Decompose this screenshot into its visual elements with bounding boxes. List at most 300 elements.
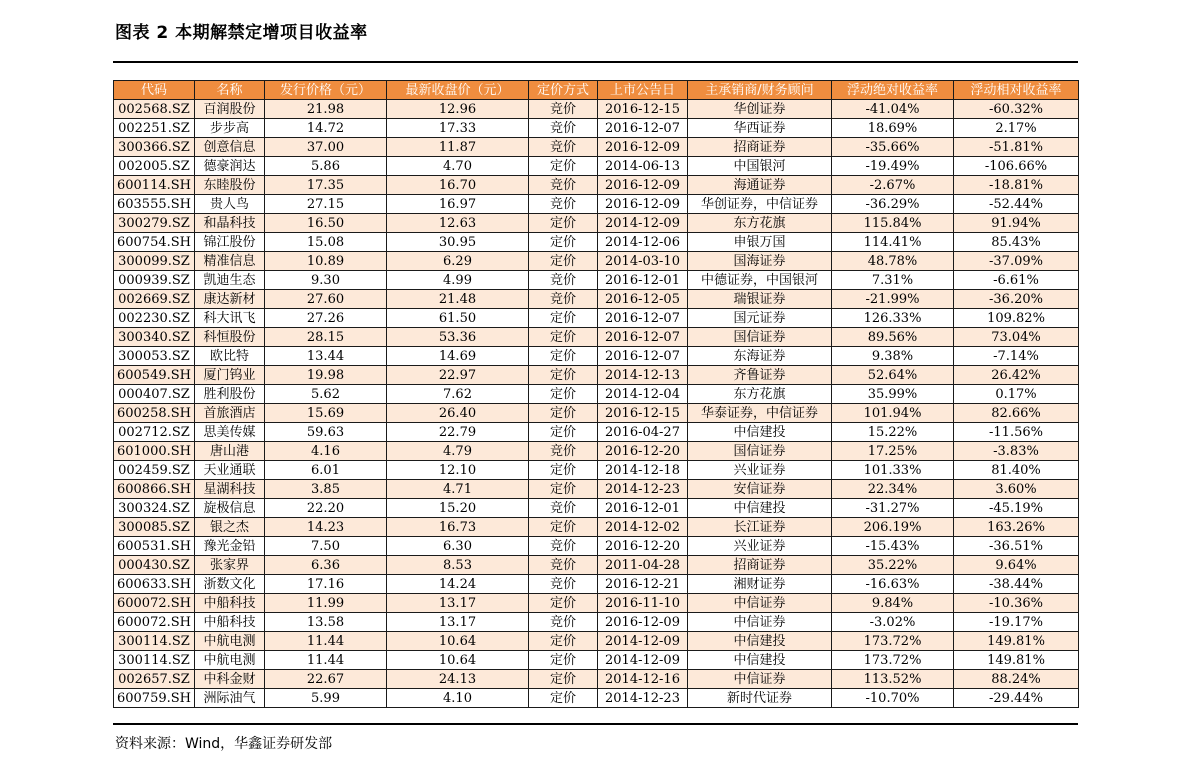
table-row [114, 480, 1079, 499]
cell-underwriter: 兴业证券 [688, 537, 832, 556]
cell-name: 锦江股份 [195, 233, 265, 252]
cell-pricing-method: 定价 [529, 689, 598, 708]
cell-name: 豫光金铅 [195, 537, 265, 556]
cell-listing-date: 2014-12-23 [598, 480, 688, 499]
header-latest-close: 最新收盘价（元） [387, 81, 529, 100]
cell-relative-return: -51.81% [954, 138, 1079, 157]
cell-listing-date: 2016-12-07 [598, 347, 688, 366]
table-row [114, 651, 1079, 670]
header-absolute-return: 浮动绝对收益率 [832, 81, 954, 100]
cell-issue-price: 27.60 [265, 290, 387, 309]
cell-latest-close: 30.95 [387, 233, 529, 252]
cell-latest-close: 4.71 [387, 480, 529, 499]
cell-absolute-return: -16.63% [832, 575, 954, 594]
table-row [114, 138, 1079, 157]
cell-listing-date: 2016-12-05 [598, 290, 688, 309]
cell-issue-price: 16.50 [265, 214, 387, 233]
cell-code: 600531.SH [114, 537, 195, 556]
cell-name: 欧比特 [195, 347, 265, 366]
cell-underwriter: 东方花旗 [688, 385, 832, 404]
placement-returns-table [113, 80, 1079, 708]
cell-code: 300340.SZ [114, 328, 195, 347]
table-row [114, 613, 1079, 632]
table-row [114, 442, 1079, 461]
cell-name: 和晶科技 [195, 214, 265, 233]
cell-absolute-return: 17.25% [832, 442, 954, 461]
table-row [114, 290, 1079, 309]
cell-name: 银之杰 [195, 518, 265, 537]
cell-underwriter: 湘财证券 [688, 575, 832, 594]
cell-code: 601000.SH [114, 442, 195, 461]
cell-latest-close: 16.70 [387, 176, 529, 195]
cell-absolute-return: 89.56% [832, 328, 954, 347]
cell-underwriter: 华创证券 [688, 100, 832, 119]
cell-pricing-method: 定价 [529, 423, 598, 442]
cell-issue-price: 19.98 [265, 366, 387, 385]
cell-relative-return: 109.82% [954, 309, 1079, 328]
cell-relative-return: 88.24% [954, 670, 1079, 689]
cell-issue-price: 27.26 [265, 309, 387, 328]
cell-listing-date: 2016-12-09 [598, 195, 688, 214]
cell-issue-price: 17.35 [265, 176, 387, 195]
bottom-rule [113, 723, 1078, 725]
table-header-row [114, 81, 1079, 100]
table-row [114, 556, 1079, 575]
cell-underwriter: 兴业证券 [688, 461, 832, 480]
cell-underwriter: 中德证券，中国银河 [688, 271, 832, 290]
cell-name: 首旅酒店 [195, 404, 265, 423]
cell-listing-date: 2014-12-06 [598, 233, 688, 252]
cell-relative-return: -7.14% [954, 347, 1079, 366]
table-row [114, 214, 1079, 233]
cell-absolute-return: 52.64% [832, 366, 954, 385]
cell-relative-return: -36.20% [954, 290, 1079, 309]
cell-pricing-method: 竞价 [529, 537, 598, 556]
cell-code: 002669.SZ [114, 290, 195, 309]
cell-pricing-method: 竞价 [529, 176, 598, 195]
cell-name: 康达新材 [195, 290, 265, 309]
cell-relative-return: -29.44% [954, 689, 1079, 708]
cell-pricing-method: 定价 [529, 309, 598, 328]
cell-relative-return: -37.09% [954, 252, 1079, 271]
cell-listing-date: 2016-12-01 [598, 499, 688, 518]
cell-listing-date: 2016-12-07 [598, 328, 688, 347]
cell-underwriter: 国元证券 [688, 309, 832, 328]
cell-issue-price: 28.15 [265, 328, 387, 347]
cell-name: 洲际油气 [195, 689, 265, 708]
cell-code: 300324.SZ [114, 499, 195, 518]
cell-underwriter: 中信建投 [688, 499, 832, 518]
cell-name: 科大讯飞 [195, 309, 265, 328]
cell-underwriter: 国海证券 [688, 252, 832, 271]
cell-pricing-method: 竞价 [529, 100, 598, 119]
cell-listing-date: 2016-12-15 [598, 404, 688, 423]
cell-issue-price: 37.00 [265, 138, 387, 157]
cell-issue-price: 9.30 [265, 271, 387, 290]
cell-pricing-method: 竞价 [529, 442, 598, 461]
cell-code: 600633.SH [114, 575, 195, 594]
cell-latest-close: 16.73 [387, 518, 529, 537]
table-row [114, 499, 1079, 518]
cell-underwriter: 中信证券 [688, 594, 832, 613]
cell-relative-return: 163.26% [954, 518, 1079, 537]
cell-absolute-return: 15.22% [832, 423, 954, 442]
cell-pricing-method: 定价 [529, 670, 598, 689]
cell-latest-close: 12.96 [387, 100, 529, 119]
table-row [114, 594, 1079, 613]
cell-name: 精准信息 [195, 252, 265, 271]
cell-relative-return: 85.43% [954, 233, 1079, 252]
table-row [114, 385, 1079, 404]
cell-code: 300053.SZ [114, 347, 195, 366]
cell-listing-date: 2014-12-13 [598, 366, 688, 385]
cell-latest-close: 4.99 [387, 271, 529, 290]
cell-issue-price: 22.20 [265, 499, 387, 518]
cell-name: 中船科技 [195, 594, 265, 613]
cell-underwriter: 海通证券 [688, 176, 832, 195]
cell-listing-date: 2016-12-21 [598, 575, 688, 594]
cell-listing-date: 2014-12-09 [598, 651, 688, 670]
cell-pricing-method: 定价 [529, 328, 598, 347]
cell-absolute-return: -36.29% [832, 195, 954, 214]
table-row [114, 423, 1079, 442]
cell-name: 星湖科技 [195, 480, 265, 499]
cell-relative-return: 73.04% [954, 328, 1079, 347]
cell-code: 600072.SH [114, 594, 195, 613]
cell-relative-return: -60.32% [954, 100, 1079, 119]
cell-latest-close: 21.48 [387, 290, 529, 309]
cell-listing-date: 2014-12-02 [598, 518, 688, 537]
cell-issue-price: 5.86 [265, 157, 387, 176]
cell-latest-close: 22.79 [387, 423, 529, 442]
cell-absolute-return: -21.99% [832, 290, 954, 309]
cell-issue-price: 22.67 [265, 670, 387, 689]
header-relative-return: 浮动相对收益率 [954, 81, 1079, 100]
cell-absolute-return: 9.38% [832, 347, 954, 366]
cell-latest-close: 11.87 [387, 138, 529, 157]
header-code: 代码 [114, 81, 195, 100]
header-pricing-method: 定价方式 [529, 81, 598, 100]
cell-issue-price: 6.01 [265, 461, 387, 480]
cell-code: 300279.SZ [114, 214, 195, 233]
cell-listing-date: 2016-12-01 [598, 271, 688, 290]
cell-code: 603555.SH [114, 195, 195, 214]
cell-listing-date: 2016-12-20 [598, 537, 688, 556]
cell-latest-close: 13.17 [387, 613, 529, 632]
cell-code: 600866.SH [114, 480, 195, 499]
cell-absolute-return: 22.34% [832, 480, 954, 499]
cell-issue-price: 13.58 [265, 613, 387, 632]
cell-latest-close: 14.69 [387, 347, 529, 366]
cell-absolute-return: 173.72% [832, 632, 954, 651]
cell-name: 浙数文化 [195, 575, 265, 594]
cell-absolute-return: 48.78% [832, 252, 954, 271]
cell-underwriter: 长江证券 [688, 518, 832, 537]
cell-pricing-method: 定价 [529, 214, 598, 233]
cell-underwriter: 华泰证券，中信证券 [688, 404, 832, 423]
cell-pricing-method: 定价 [529, 404, 598, 423]
cell-listing-date: 2014-03-10 [598, 252, 688, 271]
cell-name: 思美传媒 [195, 423, 265, 442]
cell-underwriter: 申银万国 [688, 233, 832, 252]
cell-issue-price: 27.15 [265, 195, 387, 214]
table-row [114, 328, 1079, 347]
cell-code: 002568.SZ [114, 100, 195, 119]
cell-relative-return: 0.17% [954, 385, 1079, 404]
cell-underwriter: 中信建投 [688, 651, 832, 670]
cell-listing-date: 2014-12-18 [598, 461, 688, 480]
cell-latest-close: 6.30 [387, 537, 529, 556]
cell-relative-return: 9.64% [954, 556, 1079, 575]
cell-underwriter: 中信建投 [688, 423, 832, 442]
cell-underwriter: 国信证券 [688, 442, 832, 461]
table-row [114, 271, 1079, 290]
table-row [114, 404, 1079, 423]
cell-issue-price: 21.98 [265, 100, 387, 119]
cell-latest-close: 4.10 [387, 689, 529, 708]
cell-listing-date: 2014-12-09 [598, 214, 688, 233]
cell-latest-close: 61.50 [387, 309, 529, 328]
cell-listing-date: 2014-12-16 [598, 670, 688, 689]
cell-listing-date: 2016-11-10 [598, 594, 688, 613]
cell-issue-price: 14.23 [265, 518, 387, 537]
cell-name: 中科金财 [195, 670, 265, 689]
cell-listing-date: 2014-12-09 [598, 632, 688, 651]
cell-underwriter: 中信证券 [688, 670, 832, 689]
table-row [114, 347, 1079, 366]
cell-code: 600754.SH [114, 233, 195, 252]
cell-name: 步步高 [195, 119, 265, 138]
cell-underwriter: 华创证券，中信证券 [688, 195, 832, 214]
table-row [114, 670, 1079, 689]
cell-name: 唐山港 [195, 442, 265, 461]
cell-code: 600549.SH [114, 366, 195, 385]
cell-absolute-return: 101.33% [832, 461, 954, 480]
cell-issue-price: 6.36 [265, 556, 387, 575]
cell-issue-price: 3.85 [265, 480, 387, 499]
cell-code: 002230.SZ [114, 309, 195, 328]
cell-pricing-method: 竞价 [529, 499, 598, 518]
cell-name: 厦门钨业 [195, 366, 265, 385]
cell-code: 300366.SZ [114, 138, 195, 157]
cell-underwriter: 招商证券 [688, 556, 832, 575]
cell-absolute-return: 206.19% [832, 518, 954, 537]
cell-code: 002251.SZ [114, 119, 195, 138]
cell-underwriter: 东方花旗 [688, 214, 832, 233]
table-row [114, 195, 1079, 214]
cell-relative-return: 81.40% [954, 461, 1079, 480]
cell-issue-price: 5.99 [265, 689, 387, 708]
header-name: 名称 [195, 81, 265, 100]
source-note: 资料来源：Wind，华鑫证券研发部 [115, 736, 333, 752]
cell-pricing-method: 定价 [529, 347, 598, 366]
cell-relative-return: 3.60% [954, 480, 1079, 499]
top-rule [113, 61, 1078, 63]
cell-name: 胜利股份 [195, 385, 265, 404]
cell-absolute-return: 173.72% [832, 651, 954, 670]
cell-listing-date: 2016-12-07 [598, 119, 688, 138]
cell-absolute-return: 126.33% [832, 309, 954, 328]
cell-issue-price: 4.16 [265, 442, 387, 461]
cell-relative-return: 2.17% [954, 119, 1079, 138]
cell-relative-return: -6.61% [954, 271, 1079, 290]
cell-absolute-return: -35.66% [832, 138, 954, 157]
cell-relative-return: -45.19% [954, 499, 1079, 518]
cell-listing-date: 2014-06-13 [598, 157, 688, 176]
table-row [114, 252, 1079, 271]
cell-latest-close: 53.36 [387, 328, 529, 347]
cell-latest-close: 6.29 [387, 252, 529, 271]
cell-absolute-return: 114.41% [832, 233, 954, 252]
cell-underwriter: 华西证券 [688, 119, 832, 138]
table-row [114, 233, 1079, 252]
cell-absolute-return: -2.67% [832, 176, 954, 195]
cell-relative-return: -19.17% [954, 613, 1079, 632]
table-row [114, 100, 1079, 119]
cell-listing-date: 2016-12-09 [598, 138, 688, 157]
cell-absolute-return: -31.27% [832, 499, 954, 518]
cell-code: 000939.SZ [114, 271, 195, 290]
cell-absolute-return: 101.94% [832, 404, 954, 423]
cell-relative-return: -11.56% [954, 423, 1079, 442]
cell-latest-close: 17.33 [387, 119, 529, 138]
table-row [114, 176, 1079, 195]
cell-underwriter: 新时代证券 [688, 689, 832, 708]
cell-latest-close: 12.63 [387, 214, 529, 233]
cell-code: 300114.SZ [114, 632, 195, 651]
cell-underwriter: 中国银河 [688, 157, 832, 176]
cell-underwriter: 安信证券 [688, 480, 832, 499]
cell-code: 300099.SZ [114, 252, 195, 271]
cell-pricing-method: 定价 [529, 385, 598, 404]
table-body [114, 100, 1079, 708]
cell-code: 600258.SH [114, 404, 195, 423]
cell-pricing-method: 竞价 [529, 119, 598, 138]
cell-absolute-return: -41.04% [832, 100, 954, 119]
cell-absolute-return: 9.84% [832, 594, 954, 613]
table-row [114, 689, 1079, 708]
cell-name: 东睦股份 [195, 176, 265, 195]
cell-name: 天业通联 [195, 461, 265, 480]
cell-underwriter: 国信证券 [688, 328, 832, 347]
table-row [114, 366, 1079, 385]
cell-absolute-return: -15.43% [832, 537, 954, 556]
cell-name: 旋极信息 [195, 499, 265, 518]
cell-pricing-method: 竞价 [529, 613, 598, 632]
cell-pricing-method: 竞价 [529, 195, 598, 214]
cell-latest-close: 10.64 [387, 632, 529, 651]
cell-absolute-return: -3.02% [832, 613, 954, 632]
cell-issue-price: 15.08 [265, 233, 387, 252]
cell-pricing-method: 定价 [529, 480, 598, 499]
cell-code: 300114.SZ [114, 651, 195, 670]
cell-code: 002657.SZ [114, 670, 195, 689]
cell-absolute-return: 113.52% [832, 670, 954, 689]
cell-latest-close: 22.97 [387, 366, 529, 385]
cell-underwriter: 齐鲁证券 [688, 366, 832, 385]
table-row [114, 537, 1079, 556]
cell-latest-close: 14.24 [387, 575, 529, 594]
cell-issue-price: 14.72 [265, 119, 387, 138]
cell-absolute-return: -19.49% [832, 157, 954, 176]
cell-pricing-method: 定价 [529, 632, 598, 651]
cell-absolute-return: -10.70% [832, 689, 954, 708]
cell-code: 600759.SH [114, 689, 195, 708]
cell-issue-price: 5.62 [265, 385, 387, 404]
cell-name: 科恒股份 [195, 328, 265, 347]
cell-latest-close: 4.79 [387, 442, 529, 461]
cell-pricing-method: 竞价 [529, 575, 598, 594]
cell-underwriter: 中信证券 [688, 613, 832, 632]
cell-issue-price: 59.63 [265, 423, 387, 442]
cell-pricing-method: 定价 [529, 461, 598, 480]
cell-latest-close: 24.13 [387, 670, 529, 689]
cell-listing-date: 2016-12-15 [598, 100, 688, 119]
cell-name: 张家界 [195, 556, 265, 575]
cell-listing-date: 2011-04-28 [598, 556, 688, 575]
cell-relative-return: 149.81% [954, 632, 1079, 651]
cell-latest-close: 7.62 [387, 385, 529, 404]
cell-underwriter: 招商证券 [688, 138, 832, 157]
cell-pricing-method: 竞价 [529, 138, 598, 157]
cell-code: 002712.SZ [114, 423, 195, 442]
cell-pricing-method: 定价 [529, 157, 598, 176]
cell-relative-return: -10.36% [954, 594, 1079, 613]
header-listing-date: 上市公告日 [598, 81, 688, 100]
cell-issue-price: 11.44 [265, 632, 387, 651]
cell-latest-close: 8.53 [387, 556, 529, 575]
table-row [114, 119, 1079, 138]
cell-name: 创意信息 [195, 138, 265, 157]
cell-absolute-return: 35.99% [832, 385, 954, 404]
table-row [114, 518, 1079, 537]
cell-latest-close: 10.64 [387, 651, 529, 670]
cell-name: 德豪润达 [195, 157, 265, 176]
cell-latest-close: 16.97 [387, 195, 529, 214]
table-row [114, 461, 1079, 480]
cell-latest-close: 15.20 [387, 499, 529, 518]
cell-code: 600072.SH [114, 613, 195, 632]
cell-absolute-return: 18.69% [832, 119, 954, 138]
cell-absolute-return: 115.84% [832, 214, 954, 233]
cell-latest-close: 13.17 [387, 594, 529, 613]
cell-code: 600114.SH [114, 176, 195, 195]
cell-issue-price: 7.50 [265, 537, 387, 556]
cell-pricing-method: 竞价 [529, 290, 598, 309]
cell-listing-date: 2016-04-27 [598, 423, 688, 442]
cell-listing-date: 2016-12-09 [598, 613, 688, 632]
cell-pricing-method: 定价 [529, 366, 598, 385]
cell-underwriter: 瑞银证券 [688, 290, 832, 309]
cell-pricing-method: 定价 [529, 233, 598, 252]
cell-name: 中航电测 [195, 651, 265, 670]
cell-issue-price: 11.44 [265, 651, 387, 670]
cell-pricing-method: 定价 [529, 594, 598, 613]
table-row [114, 157, 1079, 176]
cell-name: 中航电测 [195, 632, 265, 651]
cell-relative-return: -36.51% [954, 537, 1079, 556]
cell-relative-return: 26.42% [954, 366, 1079, 385]
cell-relative-return: -52.44% [954, 195, 1079, 214]
figure-title: 图表 2 本期解禁定增项目收益率 [115, 23, 368, 43]
cell-absolute-return: 35.22% [832, 556, 954, 575]
cell-absolute-return: 7.31% [832, 271, 954, 290]
cell-pricing-method: 定价 [529, 518, 598, 537]
cell-latest-close: 26.40 [387, 404, 529, 423]
cell-underwriter: 东海证券 [688, 347, 832, 366]
cell-code: 000407.SZ [114, 385, 195, 404]
cell-pricing-method: 定价 [529, 252, 598, 271]
